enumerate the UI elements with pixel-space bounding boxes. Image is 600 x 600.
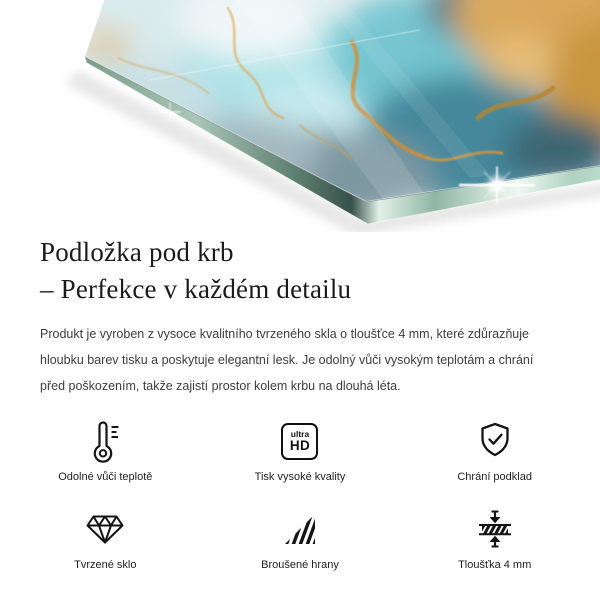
page-title — [40, 234, 560, 308]
feature-protects-surface — [397, 418, 592, 483]
feature-label: Tloušťka 4 mm — [458, 559, 532, 571]
feature-thickness — [397, 506, 592, 571]
striped-edge-icon — [283, 506, 317, 552]
feature-label: Chrání podklad — [457, 471, 532, 483]
feature-label: Tvrzené sklo — [74, 559, 137, 571]
feature-tempered-glass — [8, 506, 203, 571]
feature-label: Odolné vůči teplotě — [58, 471, 153, 483]
feature-label: Broušené hrany — [261, 559, 339, 571]
ultra-hd-badge-bottom: HD — [289, 438, 311, 453]
page-title-line1: Podložka pod krb — [40, 237, 234, 267]
feature-heat-resistance — [8, 418, 203, 483]
shield-check-icon — [478, 418, 512, 464]
product-description: Produkt je vyroben z vysoce kvalitního tvrzeného skla o tloušťce 4 mm, které zdůrazňuje hloubku barev tisku a poskytuje elegantní lesk. Je odolný vůči vysokým teplotám a chrání před poškozením, takže zajistí prostor kolem krbu na dlouhá léta. — [40, 327, 534, 393]
thermometer-icon — [87, 418, 123, 464]
feature-polished-edges — [203, 506, 398, 571]
feature-grid — [8, 418, 592, 571]
ultra-hd-icon — [281, 418, 318, 464]
feature-label: Tisk vysoké kvality — [254, 471, 346, 483]
product-image — [0, 0, 600, 232]
thickness-arrows-icon — [475, 506, 515, 552]
feature-print-quality — [203, 418, 398, 483]
product-info-section — [0, 232, 600, 571]
ultra-hd-badge-top: ultra — [290, 429, 310, 439]
page-title-line2: – Perfekce v každém detailu — [40, 274, 352, 304]
diamond-icon — [85, 506, 125, 552]
